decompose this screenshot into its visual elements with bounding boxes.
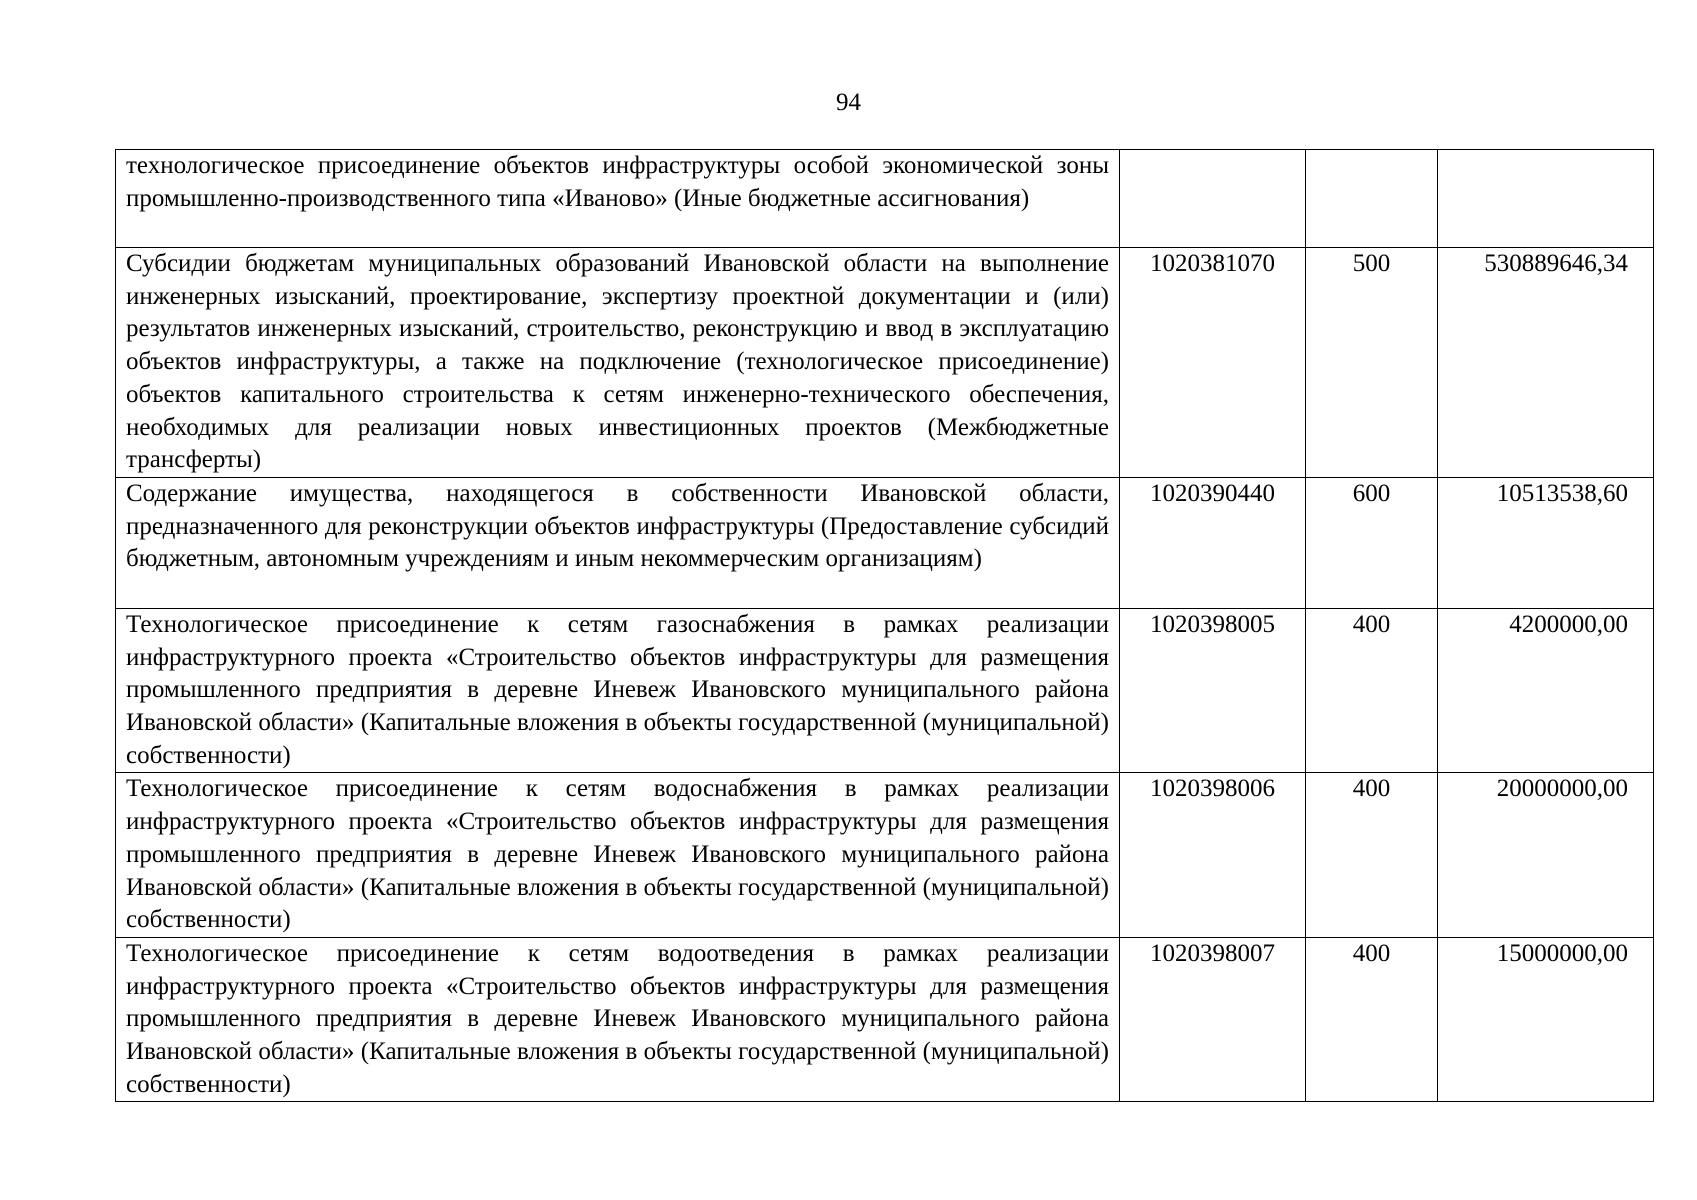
row-description: технологическое присоединение объектов инфраструктуры особой экономической зоны промышленно-производственного типа «Иваново» (Иные бюджетные ассигнования) — [116, 150, 1120, 248]
table-row — [116, 773, 1654, 938]
row-description: Технологическое присоединение к сетям водоотведения в рамках реализации инфраструктурного проекта «Строительство объектов инфраструктуры для размещения промышленного предприятия в деревне Иневеж Ивановского муниципального района Ивановской области» (Капитальные вложения в объекты государственной (муниципальной) собственности) — [116, 937, 1120, 1102]
row-description: Содержание имущества, находящегося в собственности Ивановской области, предназначенного для реконструкции объектов инфраструктуры (Предоставление субсидий бюджетным, автономным учреждениям и иным некоммерческим организациям) — [116, 477, 1120, 608]
row-amount: 4200000,00 — [1438, 608, 1654, 773]
row-type: 400 — [1306, 937, 1438, 1102]
row-description: Технологическое присоединение к сетям водоснабжения в рамках реализации инфраструктурного проекта «Строительство объектов инфраструктуры для размещения промышленного предприятия в деревне Иневеж Ивановского муниципального района Ивановской области» (Капитальные вложения в объекты государственной (муниципальной) собственности) — [116, 773, 1120, 938]
row-type: 500 — [1306, 248, 1438, 478]
row-amount: 10513538,60 — [1438, 477, 1654, 608]
row-code: 1020381070 — [1120, 248, 1306, 478]
table-row — [116, 608, 1654, 773]
row-amount: 20000000,00 — [1438, 773, 1654, 938]
row-amount — [1438, 150, 1654, 248]
row-amount: 15000000,00 — [1438, 937, 1654, 1102]
row-code: 1020390440 — [1120, 477, 1306, 608]
row-type: 400 — [1306, 773, 1438, 938]
row-description: Субсидии бюджетам муниципальных образований Ивановской области на выполнение инженерных изысканий, проектирование, экспертизу проектной документации и (или) результатов инженерных изысканий, строительство, реконструкцию и ввод в эксплуатацию объектов инфраструктуры, а также на подключение (технологическое присоединение) объектов капитального строительства к сетям инженерно-технического обеспечения, необходимых для реализации новых инвестиционных проектов (Межбюджетные трансферты) — [116, 248, 1120, 478]
row-code: 1020398007 — [1120, 937, 1306, 1102]
row-amount: 530889646,34 — [1438, 248, 1654, 478]
table-row — [116, 937, 1654, 1102]
row-code: 1020398006 — [1120, 773, 1306, 938]
table-row — [116, 150, 1654, 248]
table-row — [116, 248, 1654, 478]
table-row — [116, 477, 1654, 608]
row-type — [1306, 150, 1438, 248]
page-number: 94 — [836, 89, 861, 116]
row-code — [1120, 150, 1306, 248]
row-type: 600 — [1306, 477, 1438, 608]
row-description: Технологическое присоединение к сетям газоснабжения в рамках реализации инфраструктурного проекта «Строительство объектов инфраструктуры для размещения промышленного предприятия в деревне Иневеж Ивановского муниципального района Ивановской области» (Капитальные вложения в объекты государственной (муниципальной) собственности) — [116, 608, 1120, 773]
budget-table — [115, 149, 1654, 1102]
row-type: 400 — [1306, 608, 1438, 773]
row-code: 1020398005 — [1120, 608, 1306, 773]
